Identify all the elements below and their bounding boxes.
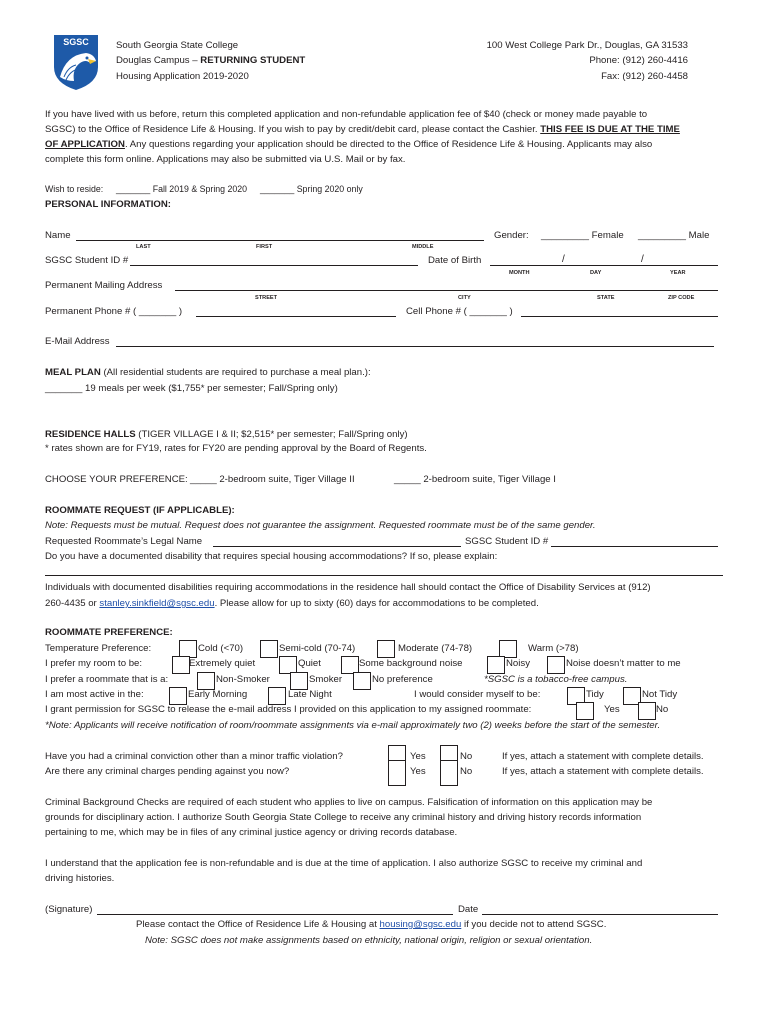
temp-warm-label: Warm (>78) [528, 643, 579, 654]
middle-caption: MIDDLE [412, 244, 434, 250]
fee-due-notice-end: OF APPLICATION [45, 139, 125, 150]
disability-explanation-field[interactable] [45, 575, 723, 576]
temp-moderate-checkbox[interactable] [377, 640, 395, 658]
mailing-address-label: Permanent Mailing Address [45, 280, 163, 291]
temp-semi-cold-checkbox[interactable] [260, 640, 278, 658]
zip-caption: ZIP CODE [668, 295, 695, 301]
active-time-label: I am most active in the: [45, 689, 144, 700]
temp-cold-label: Cold (<70) [198, 643, 244, 654]
email-release-yes-checkbox[interactable] [576, 702, 594, 720]
room-noisy-checkbox[interactable] [487, 656, 505, 674]
reside-label: Wish to reside: [45, 184, 104, 194]
intro-line-1: If you have lived with us before, return this completed application and non-refundable application fee of $40 (check or money made payable to [45, 109, 648, 120]
roommate-type-label: I prefer a roommate that is a: [45, 674, 169, 685]
pending-attach-note: If yes, attach a statement with complete details. [502, 766, 704, 777]
intro-text-2: . Any questions regarding your application should be directed to the Office of Residence Life & Housing. Applicants may also [124, 139, 653, 150]
fee-understanding-line-2: driving histories. [45, 873, 115, 884]
student-id-label: SGSC Student ID # [45, 255, 129, 266]
residence-halls-note: (TIGER VILLAGE I & II; $2,515* per semester; Fall/Spring only) [135, 429, 408, 440]
smoker-checkbox[interactable] [290, 672, 308, 690]
residence-halls-heading [45, 429, 408, 441]
assignment-notification-note: *Note: Applicants will receive notification of room/roommate assignments via e-mail approximately two (2) weeks before the start of the semester. [45, 720, 661, 731]
month-caption: MONTH [509, 270, 530, 276]
meal-plan-heading [45, 367, 371, 379]
criminal-conviction-question: Have you had a criminal conviction other than a minor traffic violation? [45, 751, 343, 762]
personal-info-heading: PERSONAL INFORMATION: [45, 199, 171, 210]
temp-semi-cold-label: Semi-cold (70-74) [279, 643, 356, 654]
intro-line-4: complete this form online. Applications may also be submitted via U.S. Mail or by fax. [45, 154, 406, 165]
no-preference-checkbox[interactable] [353, 672, 371, 690]
disability-phone: 260-4435 or [45, 598, 100, 609]
early-morning-label: Early Morning [188, 689, 248, 700]
permanent-phone-field[interactable] [196, 316, 396, 317]
room-extremely-quiet-checkbox[interactable] [172, 656, 190, 674]
sgsc-logo [52, 33, 100, 91]
not-tidy-label: Not Tidy [642, 689, 678, 700]
late-night-checkbox[interactable] [268, 687, 286, 705]
temp-moderate-label: Moderate (74-78) [398, 643, 473, 654]
pending-no-checkbox[interactable] [440, 760, 458, 786]
campus-prefix: Douglas Campus – [116, 55, 201, 66]
pending-yes-checkbox[interactable] [388, 760, 406, 786]
first-caption: FIRST [256, 244, 273, 250]
late-night-label: Late Night [288, 689, 332, 700]
dob-sep-1: / [562, 254, 565, 265]
room-extremely-quiet-label: Extremely quiet [189, 658, 256, 669]
consider-self-label: I would consider myself to be: [414, 689, 541, 700]
email-release-yes-label: Yes [604, 704, 620, 715]
conviction-attach-note: If yes, attach a statement with complete details. [502, 751, 704, 762]
roommate-id-label: SGSC Student ID # [465, 536, 549, 547]
roommate-request-heading: ROOMMATE REQUEST (IF APPLICABLE): [45, 505, 235, 516]
temperature-label: Temperature Preference: [45, 643, 152, 654]
date-label: Date [458, 904, 479, 915]
name-label: Name [45, 230, 71, 241]
reside-spring-only[interactable]: _______ Spring 2020 only [260, 184, 363, 194]
signature-label: (Signature) [45, 904, 93, 915]
street-caption: STREET [255, 295, 278, 301]
name-field[interactable] [76, 240, 484, 241]
campus-type: RETURNING STUDENT [200, 55, 306, 66]
college-fax: Fax: (912) 260-4458 [601, 71, 688, 82]
pending-no-label: No [460, 766, 473, 777]
pending-yes-label: Yes [410, 766, 426, 777]
day-caption: DAY [590, 270, 602, 276]
fee-understanding-line-1: I understand that the application fee is non-refundable and is due at the time of application. I also authorize SGSC to receive my criminal and [45, 858, 643, 869]
nondiscrimination-note: Note: SGSC does not make assignments based on ethnicity, national origin, religion or sexual orientation. [145, 935, 593, 946]
intro-line-3 [45, 139, 652, 151]
room-no-matter-checkbox[interactable] [547, 656, 565, 674]
student-id-field[interactable] [130, 265, 418, 266]
college-phone: Phone: (912) 260-4416 [589, 55, 688, 66]
mailing-address-field[interactable] [175, 290, 718, 291]
roommate-preference-heading: ROOMMATE PREFERENCE: [45, 627, 173, 638]
non-smoker-checkbox[interactable] [197, 672, 215, 690]
no-preference-label: No preference [372, 674, 433, 685]
state-caption: STATE [597, 295, 615, 301]
meal-plan-title: MEAL PLAN [45, 367, 101, 378]
permanent-phone-label: Permanent Phone # ( _______ ) [45, 306, 183, 317]
residence-halls-title: RESIDENCE HALLS [45, 429, 136, 440]
college-address: 100 West College Park Dr., Douglas, GA 31533 [486, 40, 688, 51]
meal-plan-option[interactable]: _______ 19 meals per week ($1,755* per semester; Fall/Spring only) [45, 383, 338, 394]
gender-label: Gender: [494, 230, 529, 241]
signature-field[interactable] [97, 914, 453, 915]
year-caption: YEAR [670, 270, 686, 276]
tobacco-free-note: *SGSC is a tobacco-free campus. [484, 674, 628, 685]
rates-note: * rates shown are for FY19, rates for FY20 are pending approval by the Board of Regents. [45, 443, 427, 454]
campus-line [116, 55, 305, 67]
cell-phone-field[interactable] [521, 316, 718, 317]
room-noisy-label: Noisy [506, 658, 530, 669]
contact-text-end: if you decide not to attend SGSC. [461, 919, 607, 930]
background-check-line-3: pertaining to me, which may be in files of any criminal justice agency or driving records database. [45, 827, 458, 838]
disability-info-2 [45, 598, 539, 610]
roommate-name-label: Requested Roommate’s Legal Name [45, 536, 203, 547]
email-field[interactable] [116, 346, 714, 347]
email-release-statement: I grant permission for SGSC to release the e-mail address I provided on this application to my assigned roommate: [45, 704, 532, 715]
dob-sep-2: / [641, 254, 644, 265]
dob-field[interactable] [490, 265, 718, 266]
email-release-no-label: No [656, 704, 669, 715]
meal-plan-note: (All residential students are required to purchase a meal plan.): [100, 367, 371, 378]
roommate-request-note: Note: Requests must be mutual. Request does not guarantee the assignment. Requested roommate must be of the same gender. [45, 520, 596, 531]
room-quiet-label: Quiet [298, 658, 321, 669]
fee-due-notice: THIS FEE IS DUE AT THE TIME [540, 124, 680, 135]
room-background-noise-label: Some background noise [359, 658, 463, 669]
conviction-yes-label: Yes [410, 751, 426, 762]
background-check-line-2: grounds for disciplinary action. I authorize South Georgia State College to receive any criminal history and driving history records information [45, 812, 642, 823]
hall-option-village-i[interactable]: _____ 2-bedroom suite, Tiger Village I [394, 474, 556, 485]
intro-text: SGSC) to the Office of Residence Life & Housing. If you wish to pay by credit/debit card, please contact the Cashier. [45, 124, 541, 135]
housing-email-link[interactable]: housing@sgsc.edu [379, 919, 462, 930]
email-label: E-Mail Address [45, 336, 110, 347]
non-smoker-label: Non-Smoker [216, 674, 270, 685]
background-check-line-1: Criminal Background Checks are required of each student who applies to live on campus. Falsification of information on this application may be [45, 797, 653, 808]
room-no-matter-label: Noise doesn’t matter to me [566, 658, 681, 669]
reside-fall-spring[interactable]: _______ Fall 2019 & Spring 2020 [116, 184, 248, 194]
smoker-label: Smoker [309, 674, 343, 685]
cell-phone-label: Cell Phone # ( _______ ) [406, 306, 513, 317]
gender-male[interactable]: _________ Male [638, 230, 710, 241]
hall-option-village-ii[interactable]: _____ 2-bedroom suite, Tiger Village II [190, 474, 355, 485]
gender-female[interactable]: _________ Female [541, 230, 624, 241]
logo-text: SGSC [63, 37, 89, 47]
application-title: Housing Application 2019-2020 [116, 71, 249, 82]
choose-preference-label: CHOOSE YOUR PREFERENCE: [45, 474, 188, 485]
roommate-name-field[interactable] [213, 546, 461, 547]
last-caption: LAST [136, 244, 151, 250]
contact-line [136, 919, 606, 931]
conviction-no-label: No [460, 751, 473, 762]
room-label: I prefer my room to be: [45, 658, 143, 669]
disability-info-1: Individuals with documented disabilities requiring accommodations in the residence hall should contact the Office of Disability Services at (912) [45, 582, 651, 593]
dob-label: Date of Birth [428, 255, 482, 266]
disability-email-link[interactable]: stanley.sinkfield@sgsc.edu [99, 598, 215, 609]
college-name: South Georgia State College [116, 40, 239, 51]
roommate-id-field[interactable] [551, 546, 718, 547]
disability-info-end: . Please allow for up to sixty (60) days for accommodations to be completed. [214, 598, 539, 609]
city-caption: CITY [458, 295, 471, 301]
tidy-label: Tidy [586, 689, 604, 700]
intro-line-2 [45, 124, 680, 136]
early-morning-checkbox[interactable] [169, 687, 187, 705]
contact-text: Please contact the Office of Residence Life & Housing at [136, 919, 380, 930]
criminal-pending-question: Are there any criminal charges pending against you now? [45, 766, 290, 777]
email-release-no-checkbox[interactable] [638, 702, 656, 720]
disability-question: Do you have a documented disability that requires special housing accommodations? If so, please explain: [45, 551, 498, 562]
date-field[interactable] [482, 914, 718, 915]
